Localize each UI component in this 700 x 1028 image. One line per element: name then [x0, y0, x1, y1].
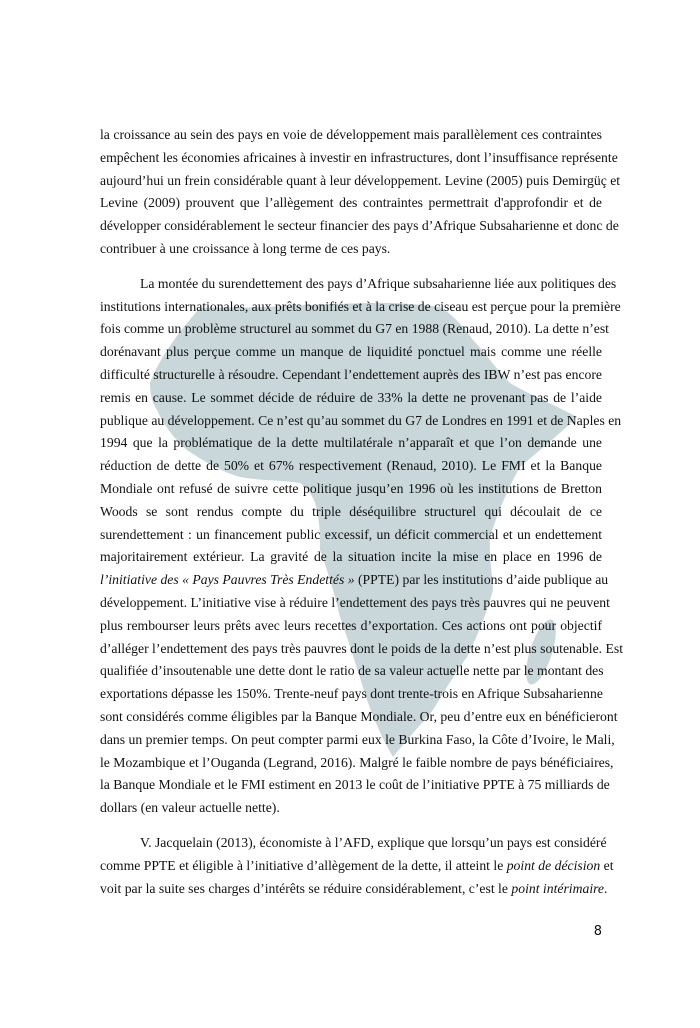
text-line: le Mozambique et l’Ouganda (Legrand, 2016). Malgré le faible nombre de pays bénéficiaires, — [100, 754, 614, 770]
paragraph — [100, 832, 614, 900]
text-line: fois comme un problème structurel au sommet du G7 en 1988 (Renaud, 2010). La dette n’est — [100, 321, 609, 337]
text-line — [100, 855, 614, 878]
text-line: difficulté structurelle à résoudre. Cependant l’endettement auprès des IBW n’est pas encore — [100, 366, 602, 382]
italic-text: point intérimaire — [511, 880, 605, 896]
text-line: dollars (en valeur actuelle nette). — [100, 800, 280, 816]
italic-text: point de décision — [506, 857, 601, 873]
text-line: réduction de dette de 50% et 67% respectivement (Renaud, 2010). Le FMI et la Banque — [100, 458, 602, 474]
text-line: La montée du surendettement des pays d’Afrique subsaharienne liée aux politiques des — [140, 275, 617, 291]
text-line: dorénavant plus perçue comme un manque de liquidité ponctuel mais comme une réelle — [100, 344, 602, 360]
text-span: comme PPTE et éligible à l’initiative d’allègement de la dette, il atteint le — [100, 857, 507, 873]
text-line: Levine (2009) prouvent que l’allègement des contraintes permettrait d'approfondir et de — [100, 195, 602, 211]
text-line: développer considérablement le secteur financier des pays d’Afrique Subsaharienne et donc de — [100, 218, 619, 234]
text-line: développement. L’initiative vise à réduire l’endettement des pays très pauvres qui ne peuvent — [100, 594, 610, 610]
text-line: la Banque Mondiale et le FMI estiment en 2013 le coût de l’initiative PPTE à 75 milliards de — [100, 777, 610, 793]
paragraph — [100, 124, 621, 261]
text-line: sont considérés comme éligibles par la Banque Mondiale. Or, peu d’entre eux en bénéficieront — [100, 708, 618, 724]
document-body — [100, 124, 624, 912]
text-line — [100, 878, 608, 901]
text-line: dans un premier temps. On peut compter parmi eux le Burkina Faso, la Côte d’Ivoire, le Mali, — [100, 731, 615, 747]
text-line: surendettement : un financement public excessif, un déficit commercial et un endettement — [100, 526, 602, 542]
paragraph — [100, 273, 624, 820]
text-line: empêchent les économies africaines à investir en infrastructures, dont l’insuffisance représente — [100, 149, 618, 165]
text-line: exportations dépasse les 150%. Trente-neuf pays dont trente-trois en Afrique Subsaharienne — [100, 686, 603, 702]
text-span: voit par la suite ses charges d’intérêts se réduire considérablement, c’est le — [100, 880, 512, 896]
text-line: la croissance au sein des pays en voie de développement mais parallèlement ces contraintes — [100, 127, 602, 142]
text-line: V. Jacquelain (2013), économiste à l’AFD, explique que lorsqu’un pays est considéré — [140, 834, 607, 850]
text-line: plus rembourser leurs prêts avec leurs recettes d’exportation. Ces actions ont pour objectif — [100, 617, 602, 633]
text-line: 1994 que la problématique de la dette multilatérale n’apparaît et que l’on demande une — [100, 435, 602, 451]
text-line: aujourd’hui un frein considérable quant à leur développement. Levine (2005) puis Demirgüç et — [100, 172, 621, 188]
page-number: 8 — [593, 924, 602, 939]
text-span: (PPTE) par les institutions d’aide publique au — [354, 572, 609, 588]
text-line: d’alléger l’endettement des pays très pauvres dont le poids de la dette n’est plus soutenable. Est — [100, 640, 624, 656]
text-line: remis en cause. Le sommet décide de réduire de 33% la dette ne provenant pas de l’aide — [100, 389, 602, 405]
text-line: institutions internationales, aux prêts bonifiés et à la crise de ciseau est perçue pour la première — [100, 298, 621, 314]
italic-text: l’initiative des « Pays Pauvres Très Endettés » — [100, 572, 355, 588]
text-line: contribuer à une croissance à long terme de ces pays. — [100, 240, 391, 256]
text-line: Mondiale ont refusé de suivre cette politique jusqu’en 1996 où les institutions de Bretton — [100, 480, 602, 496]
text-span: . — [604, 880, 608, 896]
text-line — [100, 569, 609, 592]
text-line: majoritairement extérieur. La gravité de la situation incite la mise en place en 1996 de — [100, 549, 602, 565]
text-line: Woods se sont rendus compte du triple déséquilibre structurel qui découlait de ce — [100, 503, 602, 519]
text-line: qualifiée d’insoutenable une dette dont le ratio de sa valeur actuelle nette par le montant des — [100, 663, 604, 679]
text-line: publique au développement. Ce n’est qu’au sommet du G7 de Londres en 1991 et de Naples en — [100, 412, 622, 428]
text-span: et — [600, 857, 614, 873]
